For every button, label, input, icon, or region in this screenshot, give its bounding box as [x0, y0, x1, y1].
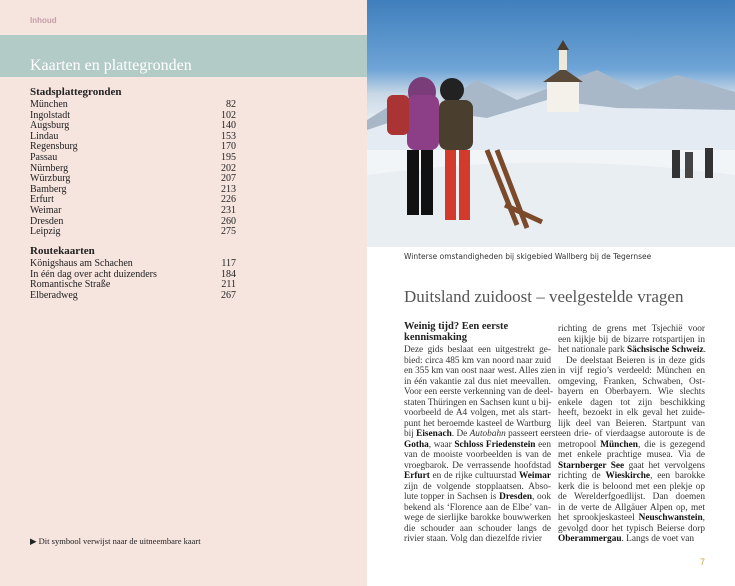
text-line [404, 513, 551, 524]
text-run: richting de [558, 471, 606, 481]
text-run: een kijkje bij de bizarre rotspartijen in [558, 334, 705, 345]
text-line [558, 366, 705, 377]
text-run: voorbeeld de A4 volgen, met als start- [404, 408, 551, 418]
text-run: metropool [558, 439, 601, 450]
toc-page: 202 [221, 162, 236, 174]
toc-page: 213 [221, 183, 236, 195]
bold-term: Wieskirche [605, 471, 651, 481]
bold-term: Schloss Friedenstein [454, 439, 536, 450]
toc-page: 82 [226, 99, 236, 110]
toc-name: Königshaus am Schachen [30, 258, 133, 269]
text-line [404, 356, 551, 367]
toc-name: Dresden [30, 215, 64, 227]
text-line [404, 492, 551, 503]
text-line [558, 429, 705, 440]
section-heading: Stadsplattegronden [30, 86, 122, 98]
toc-name: Nürnberg [30, 162, 69, 174]
toc-name: Passau [30, 151, 58, 163]
text-run: die schouder aan schouder langs de [404, 523, 551, 534]
text-line [404, 534, 551, 545]
bold-term: Gotha [404, 439, 429, 450]
text-line [558, 345, 705, 356]
photo-winter-wallberg [367, 0, 735, 247]
text-run: richting de grens met Tsjechië voor [558, 324, 705, 334]
text-run: , waar [428, 439, 455, 450]
toc-name: Bamberg [30, 183, 67, 195]
text-line [404, 387, 554, 398]
text-line [404, 398, 551, 409]
toc-page: 275 [221, 226, 236, 238]
bold-term: Weimar [518, 471, 551, 481]
text-run: lute topper in Sachsen is [404, 492, 500, 502]
text-run: . Langs de voet van [621, 534, 695, 544]
text-run: Voor een eerste verkenning van de deel- [404, 387, 554, 397]
toc-page: 260 [221, 215, 236, 227]
toc-page: 184 [221, 268, 236, 280]
toc-name: In één dag over acht duizenders [30, 268, 157, 280]
toc-entry[interactable] [30, 227, 236, 238]
toc-page: 117 [221, 258, 236, 269]
text-run: het sprookjeskasteel [558, 513, 639, 523]
text-run: , [702, 513, 705, 523]
text-run: kerk die is beloond met een plekje op [558, 481, 705, 492]
text-run: bayern en Oberbayern. Wie slechts [558, 387, 705, 397]
text-run: rivier staan. Volg dan diezelfde rivier [404, 534, 543, 544]
text-run: en 355 km van oost naar west. Alles zien [404, 366, 557, 376]
text-run: gevolgd door het typisch Beierse dorp [558, 523, 705, 534]
photo-caption: Winterse omstandigheden bij skigebied Wallberg bij de Tegernsee [404, 252, 652, 261]
toc-name: Romantische Straße [30, 279, 111, 291]
toc-name: München [30, 99, 68, 110]
toc-entry[interactable] [30, 217, 236, 228]
text-run: staten Thüringen en Sachsen kunt u bij- [404, 397, 552, 408]
section-title: Kaarten en plattegronden [30, 57, 192, 74]
text-run: Autobahn [469, 429, 506, 439]
text-run: . [703, 345, 706, 355]
text-run: lijk deel van Beieren. Startpunt van [558, 418, 705, 429]
text-line [404, 482, 551, 493]
text-line [558, 482, 705, 493]
toc-name: Würzburg [30, 173, 71, 185]
text-run: punt het beroemde kasteel de Wartburg [404, 418, 551, 429]
text-line [558, 471, 705, 482]
text-line [404, 377, 551, 388]
text-run: passeert eerst [505, 429, 558, 439]
left-page [0, 0, 367, 586]
text-line [558, 419, 705, 430]
toc-page: 170 [221, 141, 236, 153]
toc-entry[interactable] [30, 291, 236, 302]
text-run: heeft, bezoekt in elk geval het zuide- [558, 408, 705, 418]
text-line [558, 524, 705, 535]
text-line [558, 408, 705, 419]
page-title: Duitsland zuidoost – veelgestelde vragen [404, 287, 684, 306]
text-run: bekend als ‘Florence aan de Elbe’ van- [404, 502, 551, 513]
bold-term: Oberammergau [558, 534, 622, 544]
text-run: gaat het vervolgens [624, 460, 705, 471]
column-heading-line: kennismaking [404, 332, 468, 343]
text-run: van de mooiste voorbeelden is van de [404, 450, 551, 460]
section-routekaarten [30, 245, 236, 301]
text-line [558, 534, 705, 545]
text-run: in de verte de Allgäuer Alpen op, met [558, 502, 705, 513]
text-run: , een barokke [650, 471, 705, 481]
toc-name: Augsburg [30, 120, 70, 132]
section-heading: Routekaarten [30, 245, 95, 257]
toc-page: 267 [221, 289, 236, 301]
bold-term: Erfurt [404, 471, 430, 481]
text-run: wege de sierlijke barokke bouwwerken [404, 513, 551, 523]
toc-entry[interactable] [30, 153, 236, 164]
text-run: de Werelderfgoedlijst. Dan doemen [558, 492, 705, 502]
bold-term: München [600, 439, 638, 450]
photo-illustration [367, 0, 735, 247]
text-line [404, 471, 551, 482]
text-column-2 [558, 324, 705, 545]
bold-term: Neuschwanstein [638, 513, 703, 523]
toc-page: 226 [221, 194, 236, 206]
toc-name: Leipzig [30, 226, 61, 238]
text-line [558, 461, 705, 472]
text-run: en de rijke cultuurstad [429, 471, 519, 481]
text-run: . De [451, 429, 470, 439]
text-run: Deze gids beslaat een uitgestrekt ge- [404, 345, 551, 355]
toc-entry[interactable] [30, 259, 236, 270]
toc-name: Weimar [30, 204, 62, 216]
bold-term: Eisenach [416, 429, 452, 439]
toc-name: Ingolstadt [30, 109, 70, 121]
toc-page: 102 [221, 109, 236, 121]
symbol-note: ▶ Dit symbool verwijst naar de uitneembare kaart [30, 536, 201, 546]
text-run: , die is gezegend [637, 439, 705, 450]
text-run: omgeving, Franken, Schwaben, Ost- [558, 376, 705, 387]
toc-page: 207 [221, 173, 236, 185]
toc-entry[interactable] [30, 100, 236, 111]
toc-page: 140 [221, 120, 236, 132]
section-stadsplattegronden [30, 86, 236, 238]
text-run: vroegbarok. De verrassende hoofdstad [404, 460, 551, 471]
text-run: bied: circa 485 km van noord naar zuid [404, 355, 551, 366]
toc-name: Erfurt [30, 194, 54, 206]
text-run: met enkele prachtige musea. Via de [558, 450, 705, 460]
toc-page: 153 [221, 130, 236, 142]
toc-name: Lindau [30, 130, 59, 142]
text-run: het nationale park [558, 345, 627, 355]
running-header: Inhoud [30, 16, 57, 25]
text-line [558, 356, 705, 367]
text-run: enkele dagen tot zijn beschikking [558, 397, 705, 408]
text-line [404, 345, 551, 356]
toc-entry[interactable] [30, 206, 236, 217]
toc-entry[interactable] [30, 142, 236, 153]
text-run: een drie- of vierdaagse autoroute is de [558, 429, 705, 439]
text-line [404, 419, 551, 430]
text-line [558, 492, 705, 503]
text-line [558, 440, 705, 451]
text-line [404, 524, 551, 535]
toc-name: Regensburg [30, 141, 78, 153]
text-line [558, 387, 705, 398]
text-line [404, 503, 551, 514]
text-line [558, 335, 705, 346]
text-run: een [535, 439, 551, 450]
text-line [558, 503, 705, 514]
column-heading-line: Weinig tijd? Een eerste [404, 321, 509, 332]
toc-name: Elberadweg [30, 289, 78, 301]
bold-term: Dresden [499, 492, 533, 502]
text-run: , ook [532, 492, 551, 502]
text-run: in één vakantie zal dus niet meevallen. [404, 376, 551, 387]
text-line [558, 450, 705, 461]
toc-page: 211 [221, 279, 236, 291]
page-number: 7 [700, 557, 706, 567]
text-run: De deelstaat Beieren is in deze gids [566, 355, 705, 366]
toc-page: 231 [221, 204, 236, 216]
bold-term: Starnberger See [558, 460, 625, 471]
text-column-1 [404, 321, 558, 545]
text-line [558, 324, 705, 335]
text-line [404, 440, 551, 451]
text-line [558, 398, 705, 409]
text-run: zijn de volgende stopplaatsen. Abso- [404, 481, 551, 492]
text-line [558, 377, 705, 388]
toc-entry[interactable] [30, 121, 236, 132]
text-line [404, 429, 558, 440]
toc-page: 195 [221, 151, 236, 163]
toc-entry[interactable] [30, 185, 236, 196]
text-line [404, 461, 551, 472]
text-run: bij [404, 429, 417, 439]
text-line [558, 513, 705, 524]
bold-term: Sächsische Schweiz [626, 345, 704, 355]
text-line [404, 408, 551, 419]
text-line [404, 450, 551, 461]
text-line [404, 366, 557, 377]
text-run: in vijf regio’s verdeeld: München en [558, 366, 705, 376]
